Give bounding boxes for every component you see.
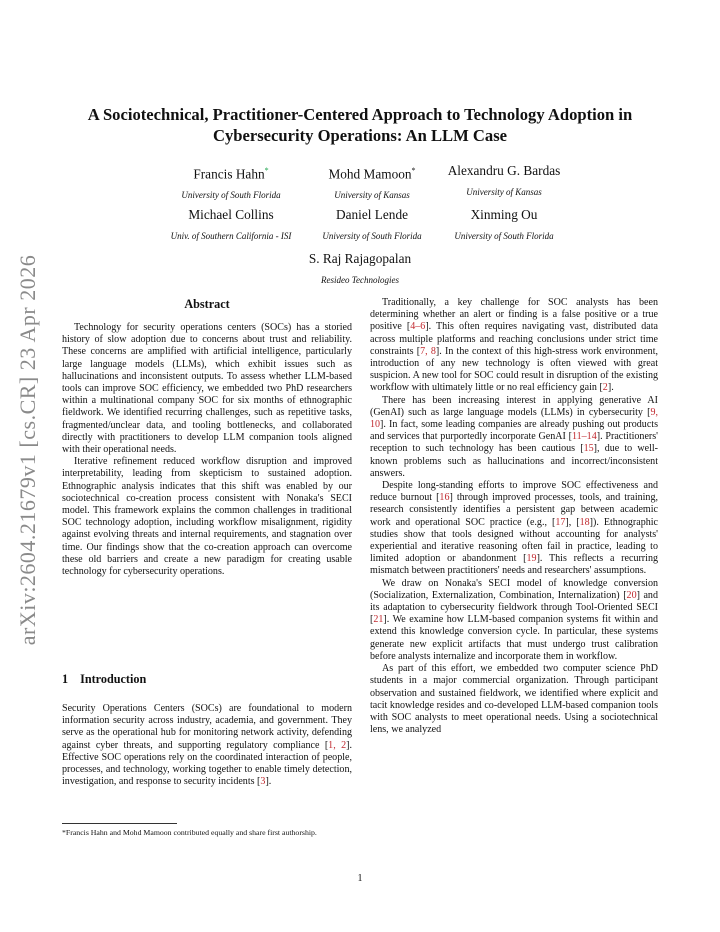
author-block: [429, 207, 579, 242]
author-affiliation: University of South Florida: [322, 231, 422, 241]
body-paragraph: Despite long-standing efforts to improve SOC effectiveness and reduce burnout [16] through improved processes, tools, and training, research consistently identifies a persistent gap between academic work and operational SOC practice (e.g., [17], [18]). Ethnographic studies show that tools designed without accounting for analysts' experiential and iterative reasoning often fail in practice, leading to limited adoption or abandonment [19]. This reflects a recurring mismatch between practitioners' needs and researchers' assumptions.: [370, 480, 658, 577]
author-block: [297, 163, 447, 201]
author-affiliation: University of Kansas: [334, 190, 410, 201]
abstract-body: [62, 322, 352, 578]
author-name: Xinming Ou: [470, 207, 538, 222]
section-number: 1: [62, 672, 69, 686]
footnote: *Francis Hahn and Mohd Mamoon contributed equally and share first authorship.: [62, 828, 317, 837]
author-affiliation: Univ. of Southern California - ISI: [170, 231, 292, 241]
arxiv-stamp: [8, 254, 48, 646]
author-block: [156, 207, 306, 242]
body-paragraph: As part of this effort, we embedded two computer science PhD students in a major commercial organization. Through participant observation and sustained fieldwork, we identified where explicit and tacit knowledge resides and co-developed LLM-based companion tools with SOC analysts to meet operational needs. Using a sociotechnical lens, we analyzed: [370, 663, 658, 736]
author-name: Mohd Mamoon: [328, 166, 412, 182]
intro-left-column: [62, 703, 352, 788]
author-name: Alexandru G. Bardas: [447, 163, 561, 178]
author-block: [429, 163, 579, 198]
author-name: Daniel Lende: [336, 207, 408, 222]
body-paragraph: Traditionally, a key challenge for SOC analysts has been determining whether an alert or finding is a false positive or a true positive [4–6]. This often requires navigating vast, distributed data across multiple platforms and reaching conclusions under strict time constraints [7, 8]. In the context of this high-stress work environment, introduction of any new technology is often viewed with great suspicion. A new tool for SOC could result in disruption of the existing workflow with ultimately little or no real efficiency gain [2].: [370, 297, 659, 394]
section-title: Introduction: [80, 672, 147, 686]
abstract-paragraph: Iterative refinement reduced workflow disruption and improved interpretability, leading from skepticism to sustained adoption. Ethnographic analysis indicates that this shift was enabled by our sociotechnical co-creation process consistent with Nonaka's SECI model. This framework explains the common challenges in traditional SOC technology adoption, including workflow misalignment, rigidity against evolving threats and internal requirements, and stagnation over time. Our findings show that the co-creation approach can overcome these old barriers and create a new paradigm for creating usable technology for cybersecurity operations.: [62, 456, 352, 578]
body-paragraph: Security Operations Centers (SOCs) are foundational to modern information security across industry, academia, and government. They serve as the operational hub for monitoring network activity, defending against cyber threats, and supporting regulatory compliance [1, 2]. Effective SOC operations rely on the coordinated interaction of people, processes, and technology, working together to enable timely detection, investigation, and response to security incidents [3].: [62, 703, 352, 788]
author-name: Francis Hahn: [193, 166, 265, 182]
paper-title: A Sociotechnical, Practitioner-Centered Approach to Technology Adoption in Cybersecurity Operations: An LLM Case: [87, 105, 633, 145]
abstract-heading: Abstract: [184, 297, 230, 311]
author-affiliation: University of South Florida: [454, 231, 554, 241]
author-block: [297, 207, 447, 242]
footnote-rule: [62, 823, 177, 824]
author-mark: *: [264, 166, 269, 175]
body-paragraph: There has been increasing interest in applying generative AI (GenAI) such as large language models (LLMs) in cybersecurity [9, 10]. In fact, some leading companies are already pushing out products and services that purportedly incorporate GenAI [11–14]. Practitioners' reception to such technology has been cautious [15], due to well-known problems such as hallucinations and incorrect/inconsistent answers.: [370, 394, 659, 479]
author-name: Michael Collins: [188, 207, 274, 222]
abstract-paragraph: Technology for security operations centers (SOCs) has a storied history of slow adoption due to concerns about trust and reliability. These concerns are amplified with artificial intelligence, particularly large language models (LLMs), which exhibit issues such as hallucinations and inconsistent outputs. To assess whether LLM-based tools can improve SOC efficiency, we embedded two PhD researchers within a multinational company SOC for six months of ethnographic fieldwork. We identified recurring challenges, such as repetitive tasks, fragmented/unclear data, and tooling bottlenecks, and collaborated directly with practitioners to develop LLM companion tools aligned with their operational needs.: [62, 322, 352, 456]
author-affiliation: University of Kansas: [466, 187, 542, 197]
intro-right-column: [370, 297, 658, 736]
author-block: [156, 163, 306, 201]
section-heading: [62, 672, 146, 687]
author-affiliation: Resideo Technologies: [321, 275, 399, 285]
author-affiliation: University of South Florida: [181, 190, 281, 201]
arxiv-id: arXiv:2604.21679v1 [cs.CR] 23 Apr 2026: [15, 254, 40, 646]
author-mark: *: [411, 166, 416, 175]
page-number: 1: [357, 873, 363, 884]
author-block: [285, 251, 435, 286]
author-name: S. Raj Rajagopalan: [308, 251, 412, 266]
body-paragraph: We draw on Nonaka's SECI model of knowledge conversion (Socialization, Externalization, Combination, Internalization) [20] and its adaptation to cybersecurity fieldwork through Tool-Oriented SECI [21]. We examine how LLM-based companion systems fit within and extend this knowledge conversion cycle. In particular, these systems generate new explicit artifacts that must undergo trust calibration before analysts internalize and incorporate them in workflow.: [370, 577, 658, 662]
